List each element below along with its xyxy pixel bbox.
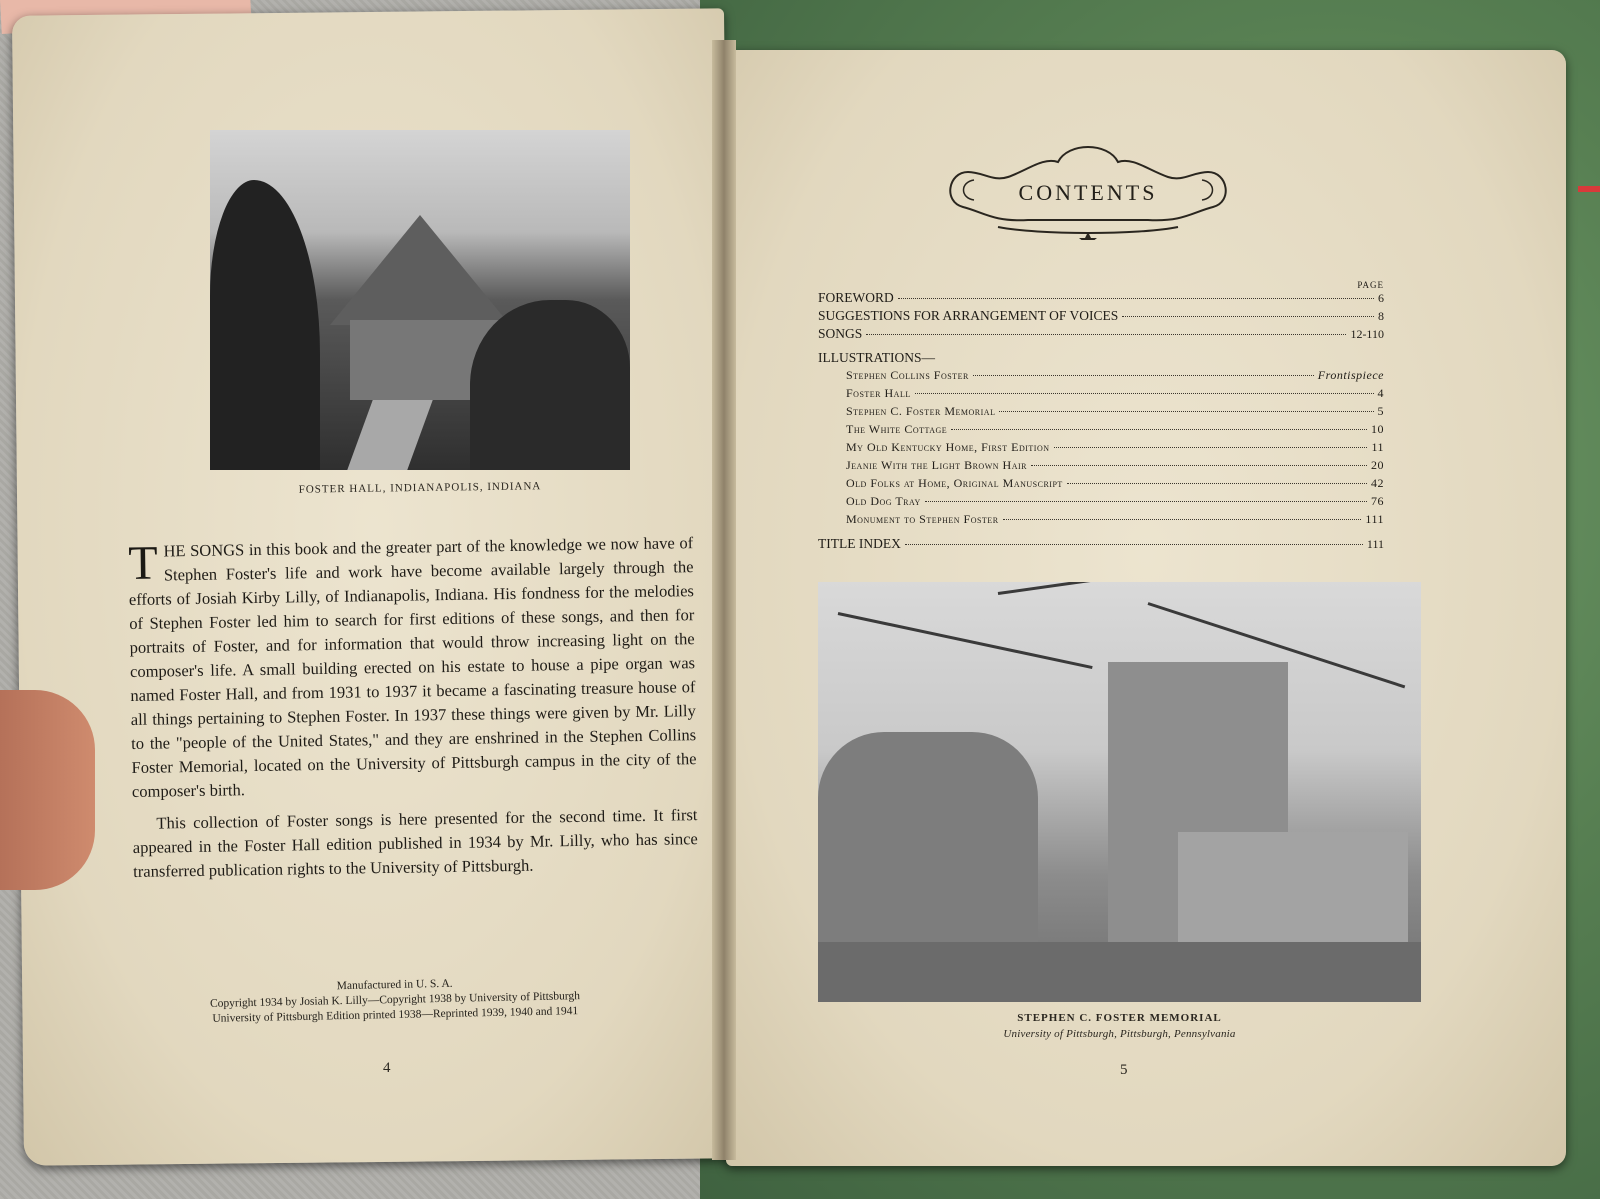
- toc-entry: [818, 536, 1384, 554]
- table-of-contents: [818, 280, 1384, 554]
- toc-entry-label: Old Folks at Home, Original Manuscript: [846, 476, 1063, 490]
- toc-entry-page: 11: [1371, 440, 1384, 454]
- photo-path: [347, 400, 432, 470]
- photo-branch: [838, 612, 1093, 669]
- dot-leader: [898, 298, 1374, 299]
- dot-leader: [1031, 465, 1367, 466]
- toc-entry: [818, 308, 1384, 326]
- toc-entry-page: 6: [1378, 291, 1384, 305]
- toc-entry-page: 8: [1378, 309, 1384, 323]
- toc-illustration-entry: [818, 458, 1384, 476]
- dot-leader: [1067, 483, 1367, 484]
- toc-entry-label: Old Dog Tray: [846, 494, 921, 508]
- photo-shrubs: [470, 300, 630, 470]
- contents-title: CONTENTS: [1018, 180, 1158, 205]
- toc-illustration-entry: [818, 512, 1384, 530]
- toc-entry-page: 111: [1366, 537, 1384, 551]
- foster-hall-caption: FOSTER HALL, INDIANAPOLIS, INDIANA: [298, 480, 542, 496]
- colophon-line: University of Pittsburgh Edition printed 1938—Reprinted 1939, 1940 and 1941: [212, 1005, 579, 1025]
- dot-leader: [1122, 316, 1374, 317]
- dot-leader: [866, 334, 1346, 335]
- toc-entry-page: 42: [1371, 476, 1384, 490]
- toc-entry-page-wrap: [1318, 368, 1384, 383]
- toc-entry-page: 12-110: [1350, 327, 1384, 341]
- book-spine: [712, 40, 736, 1160]
- dot-leader: [951, 429, 1367, 430]
- red-mark: [1578, 186, 1600, 192]
- toc-illustration-entry: [818, 494, 1384, 512]
- page-number: 5: [1120, 1062, 1128, 1078]
- toc-page-header: PAGE: [1357, 280, 1384, 290]
- dot-leader: [1003, 519, 1362, 520]
- colophon-line: Manufactured in U. S. A.: [336, 977, 453, 993]
- toc-illustrations-header: [818, 350, 1384, 368]
- dot-leader: [905, 544, 1363, 545]
- toc-entry-page: 111: [1365, 512, 1384, 526]
- memorial-subcaption: University of Pittsburgh, Pittsburgh, Pennsylvania: [1003, 1028, 1236, 1040]
- dot-leader: [915, 393, 1374, 394]
- toc-entry-label: SUGGESTIONS FOR ARRANGEMENT OF VOICES: [818, 308, 1119, 323]
- foster-memorial-photo: [818, 582, 1421, 1002]
- photo-trees: [210, 180, 320, 470]
- toc-entry: [818, 290, 1384, 308]
- page-number: 4: [383, 1060, 391, 1076]
- dot-leader: [999, 411, 1373, 412]
- toc-entry: [818, 326, 1384, 344]
- foster-hall-photo: [210, 130, 630, 470]
- body-text: [128, 531, 698, 892]
- dot-leader: [925, 501, 1367, 502]
- toc-entry-page: 76: [1371, 494, 1384, 508]
- dot-leader: [1054, 447, 1368, 448]
- toc-entry-label: TITLE INDEX: [818, 536, 901, 551]
- photo-house-roof: [330, 215, 510, 325]
- photo-branch: [998, 582, 1157, 595]
- toc-entry-label: Stephen C. Foster Memorial: [846, 404, 996, 418]
- toc-entry-page: 4: [1377, 386, 1384, 400]
- toc-illustration-entry: [818, 368, 1384, 386]
- toc-illustration-entry: [818, 476, 1384, 494]
- toc-entry-label: ILLUSTRATIONS—: [818, 350, 935, 365]
- toc-entry-label: Jeanie With the Light Brown Hair: [846, 458, 1027, 472]
- toc-entry-page: 20: [1371, 458, 1384, 472]
- photo-lawn: [818, 942, 1421, 1002]
- toc-entry-label: Stephen Collins Foster: [846, 368, 969, 382]
- hand: [0, 690, 95, 890]
- toc-entry-label: My Old Kentucky Home, First Edition: [846, 440, 1050, 454]
- photo-chapel: [818, 732, 1038, 952]
- paragraph: [128, 531, 697, 804]
- toc-entry-label: Monument to Stephen Foster: [846, 512, 999, 526]
- toc-illustration-entry: [818, 440, 1384, 458]
- photo-building-wing: [1178, 832, 1408, 952]
- toc-entry-page: Frontispiece: [1317, 368, 1384, 382]
- toc-entry-label: SONGS: [818, 326, 863, 341]
- colophon-line: Copyright 1934 by Josiah K. Lilly—Copyright 1938 by University of Pittsburgh: [209, 990, 581, 1010]
- colophon: [170, 973, 621, 1027]
- toc-entry-label: Foster Hall: [846, 386, 911, 400]
- toc-entry-page: 5: [1377, 404, 1384, 418]
- memorial-caption: STEPHEN C. FOSTER MEMORIAL: [1017, 1012, 1222, 1024]
- toc-illustration-entry: [818, 422, 1384, 440]
- toc-entry-label: FOREWORD: [818, 290, 894, 305]
- dropcap: T: [127, 536, 159, 590]
- toc-illustration-entry: [818, 404, 1384, 422]
- toc-entry-label: The White Cottage: [846, 422, 948, 436]
- toc-entry-page: 10: [1371, 422, 1384, 436]
- toc-illustration-entry: [818, 386, 1384, 404]
- paragraph: This collection of Foster songs is here presented for the second time. It first appeared in the Foster Hall edition published in 1934 by Mr. Lilly, who has since transferred publication rights to the University of Pittsburgh.: [132, 805, 698, 881]
- paragraph-text: HE SONGS in this book and the greater part of the knowledge we now have of Stephen Foster's life and work have become available largely through the efforts of Josiah Kirby Lilly, of Indianapolis, Indiana. His fondness for the melodies of Stephen Foster led him to search for first editions of these songs, and then for portraits of Foster, and for information that would throw increasing light on the composer's life. A small building erected on his estate to house a pipe organ was named Foster Hall, and from 1931 to 1937 it became a fascinating treasure house of all things pertaining to Stephen Foster. In 1937 these things were given by Mr. Lilly to the "people of the United States," and they are enshrined in the Stephen Collins Foster Memorial, located on the University of Pittsburgh campus in the city of the composer's birth.: [128, 533, 697, 801]
- dot-leader: [973, 375, 1314, 376]
